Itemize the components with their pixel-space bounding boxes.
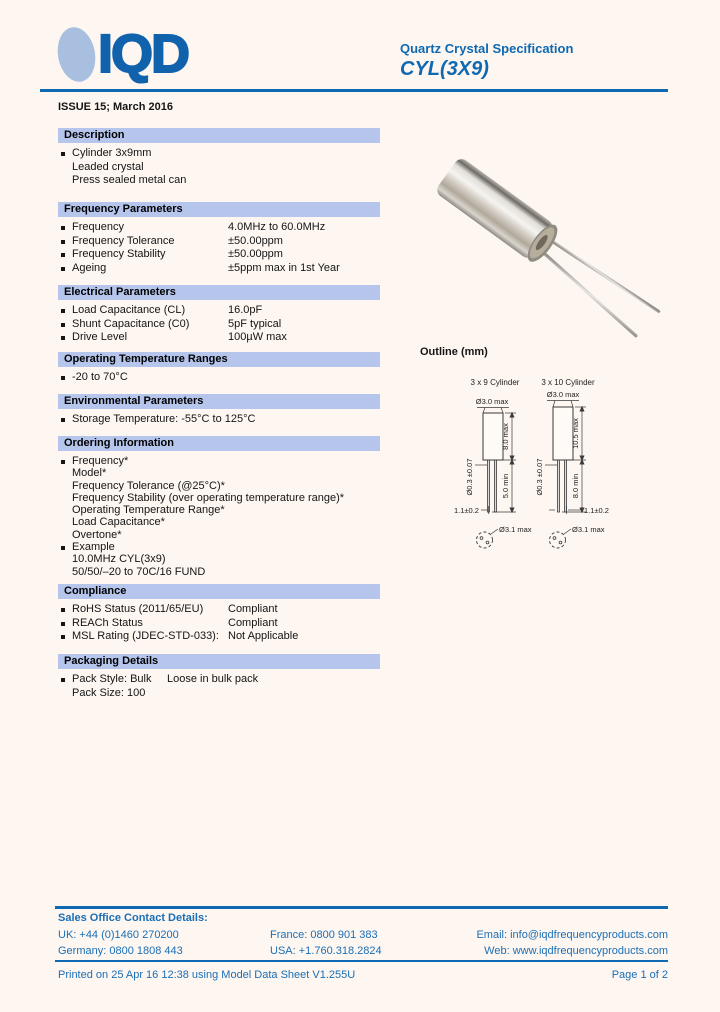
dim-pitch-label: 1.1±0.2 xyxy=(584,506,609,515)
param-value: ±50.00ppm xyxy=(228,234,283,247)
section-frequency-parameters xyxy=(58,202,380,275)
param-row xyxy=(58,235,380,249)
crystal-body-group xyxy=(434,156,664,340)
param-row xyxy=(58,318,380,332)
issue-line: ISSUE 15; March 2016 xyxy=(58,101,173,113)
document-type: Quartz Crystal Specification xyxy=(400,41,574,56)
contact-germany: Germany: 0800 1808 443 xyxy=(58,945,183,957)
outline-drawing xyxy=(430,370,720,565)
section-compliance xyxy=(58,584,380,644)
ordering-line: Frequency Stability (over operating temperature range)* xyxy=(72,491,345,504)
ordering-line: Load Capacitance* xyxy=(72,516,165,529)
section-environmental-parameters xyxy=(58,394,380,427)
contact-uk: UK: +44 (0)1460 270200 xyxy=(58,929,179,941)
crystal-photo xyxy=(432,152,702,347)
param-value: 4.0MHz to 60.0MHz xyxy=(228,221,326,233)
compliance-row xyxy=(58,617,380,631)
param-row xyxy=(58,221,380,235)
compliance-row xyxy=(58,630,380,644)
section-ordering-information xyxy=(58,436,380,578)
ordering-example-line: 10.0MHz CYL(3x9) xyxy=(72,553,166,566)
lead-outline xyxy=(558,460,560,512)
dim-body-length-label: 10.5 max xyxy=(571,418,580,449)
dim-pitch-label: 1.1±0.2 xyxy=(454,506,479,515)
param-value: ±5ppm max in 1st Year xyxy=(228,261,340,274)
ordering-line: Frequency Tolerance (@25°C)* xyxy=(72,479,225,492)
contact-usa: USA: +1.760.318.2824 xyxy=(270,945,382,957)
param-row xyxy=(58,262,380,276)
pack-style-value: Loose in bulk pack xyxy=(167,673,259,685)
bottom-view-circle xyxy=(550,532,566,548)
param-row xyxy=(58,304,380,318)
dim-diameter-label: Ø3.0 max xyxy=(475,397,509,406)
param-value: 100µW max xyxy=(228,331,287,343)
param-value: 16.0pF xyxy=(228,304,263,316)
outline-3x10 xyxy=(535,378,609,548)
param-label: Load Capacitance (CL) xyxy=(72,304,186,316)
page-number: Page 1 of 2 xyxy=(611,969,668,981)
param-label: Shunt Capacitance (C0) xyxy=(72,317,190,330)
outline-3x10-title: 3 x 10 Cylinder xyxy=(541,378,595,387)
dim-lead-length-label: 5.0 min xyxy=(501,473,510,499)
section-header: Packaging Details xyxy=(58,654,380,669)
header-rule xyxy=(40,89,668,92)
description-line: Press sealed metal can xyxy=(72,174,187,186)
contact-web: Web: www.iqdfrequencyproducts.com xyxy=(484,945,668,957)
section-header: Compliance xyxy=(58,584,380,599)
description-line: Cylinder 3x9mm xyxy=(58,147,380,161)
compliance-label: RoHS Status (2011/65/EU) xyxy=(72,603,204,615)
section-electrical-parameters xyxy=(58,285,380,345)
outline-heading: Outline (mm) xyxy=(420,346,488,358)
dim-base-diameter-label: Ø3.1 max xyxy=(499,525,532,534)
logo-text: IQD xyxy=(98,24,189,84)
outline-3x9 xyxy=(454,378,532,548)
param-row xyxy=(58,331,380,345)
param-value: 5pF typical xyxy=(228,317,282,330)
crystal-body-outline xyxy=(483,413,503,460)
footer-rule-top xyxy=(55,906,668,909)
outline-3x9-title: 3 x 9 Cylinder xyxy=(470,378,520,387)
compliance-row xyxy=(58,603,380,617)
temp-range-line: -20 to 70°C xyxy=(58,371,380,385)
pack-size-line: Pack Size: 100 xyxy=(72,686,146,699)
logo-ellipse-icon xyxy=(54,24,100,85)
param-value: ±50.00ppm xyxy=(228,248,283,260)
dim-base-diameter-label: Ø3.1 max xyxy=(572,525,605,534)
crystal-lead xyxy=(550,235,659,316)
crystal-body-outline xyxy=(553,407,573,460)
iqd-logo xyxy=(58,26,188,82)
pack-style-label: Pack Style: Bulk xyxy=(72,673,152,685)
compliance-value: Compliant xyxy=(228,616,278,629)
param-label: Drive Level xyxy=(72,331,128,343)
ordering-example-line: Example xyxy=(58,541,380,553)
ordering-line: Model* xyxy=(72,467,107,480)
dim-diameter-label: Ø3.0 max xyxy=(546,390,580,399)
lead-outline xyxy=(495,460,497,512)
ordering-line: Overtone* xyxy=(72,528,122,541)
section-header: Frequency Parameters xyxy=(58,202,380,217)
section-header: Electrical Parameters xyxy=(58,285,380,300)
param-label: Ageing xyxy=(72,261,107,274)
lead-outline xyxy=(565,460,567,512)
section-packaging-details xyxy=(58,654,380,700)
param-row xyxy=(58,248,380,262)
product-name: CYL(3X9) xyxy=(400,58,489,80)
compliance-label: REACh Status xyxy=(72,616,143,629)
section-header: Ordering Information xyxy=(58,436,380,451)
dim-body-length-label: 8.0 max xyxy=(501,423,510,450)
footer-rule-bottom xyxy=(55,960,668,962)
section-header: Description xyxy=(58,128,380,143)
param-label: Frequency Stability xyxy=(72,248,166,260)
dim-lead-length-label: 8.0 min xyxy=(571,473,580,499)
compliance-label: MSL Rating (JDEC-STD-033): xyxy=(72,630,219,642)
description-line: Leaded crystal xyxy=(72,160,144,173)
section-description xyxy=(58,128,380,188)
ordering-line: Operating Temperature Range* xyxy=(72,504,225,517)
param-label: Frequency xyxy=(72,221,124,233)
packaging-row xyxy=(58,673,380,687)
title-block xyxy=(400,41,573,81)
contact-france: France: 0800 901 383 xyxy=(270,929,378,941)
section-operating-temperature xyxy=(58,352,380,385)
section-header: Operating Temperature Ranges xyxy=(58,352,380,367)
compliance-value: Compliant xyxy=(228,603,278,615)
sales-contact-heading: Sales Office Contact Details: xyxy=(58,912,208,924)
bottom-view-circle xyxy=(477,532,493,548)
printed-line: Printed on 25 Apr 16 12:38 using Model Data Sheet V1.255U xyxy=(58,969,356,981)
dim-lead-diameter-label: Ø0.3 ±0.07 xyxy=(535,458,544,496)
dim-lead-diameter-label: Ø0.3 ±0.07 xyxy=(465,458,474,496)
lead-outline xyxy=(488,460,490,512)
ordering-line: Frequency* xyxy=(58,455,380,467)
contact-email: Email: info@iqdfrequencyproducts.com xyxy=(476,929,668,941)
section-header: Environmental Parameters xyxy=(58,394,380,409)
compliance-value: Not Applicable xyxy=(228,630,299,642)
environmental-line: Storage Temperature: -55°C to 125°C xyxy=(58,413,380,427)
param-label: Frequency Tolerance xyxy=(72,234,175,247)
ordering-example-line: 50/50/–20 to 70C/16 FUND xyxy=(72,565,206,578)
